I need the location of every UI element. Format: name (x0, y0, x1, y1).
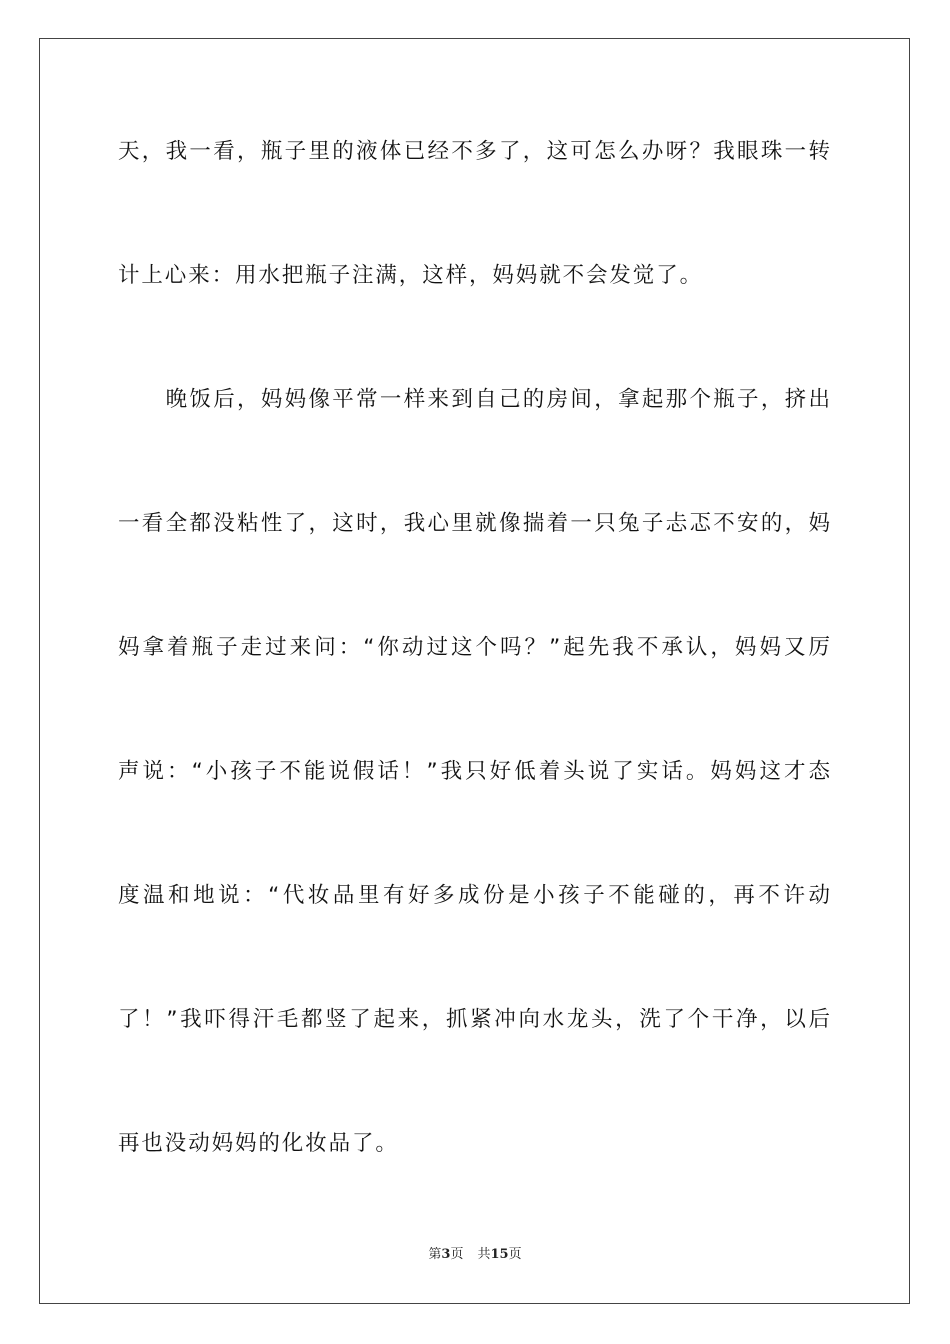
total-prefix: 共 (477, 1247, 491, 1262)
text-line-6: 声说：“小孩子不能说假话！”我只好低着头说了实话。妈妈这才态 (118, 759, 830, 784)
page-prefix: 第 (428, 1247, 442, 1262)
page-footer (0, 1245, 950, 1265)
page-number: 3 (441, 1247, 451, 1262)
page-border (39, 38, 910, 1304)
total-suffix: 页 (508, 1247, 522, 1262)
text-line-7: 度温和地说：“代妆品里有好多成份是小孩子不能碰的，再不许动 (118, 883, 830, 908)
text-line-8: 了！”我吓得汗毛都竖了起来，抓紧冲向水龙头，洗了个干净，以后 (118, 1007, 830, 1032)
text-line-9: 再也没动妈妈的化妆品了。 (118, 1131, 399, 1156)
total-pages: 15 (490, 1247, 509, 1262)
text-line-1: 天，我一看，瓶子里的液体已经不多了，这可怎么办呀？我眼珠一转 (118, 139, 830, 164)
text-line-3: 晚饭后，妈妈像平常一样来到自己的房间，拿起那个瓶子，挤出 (118, 387, 830, 412)
text-line-2: 计上心来：用水把瓶子注满，这样，妈妈就不会发觉了。 (118, 263, 704, 288)
page-suffix: 页 (450, 1247, 464, 1262)
text-line-5: 妈拿着瓶子走过来问：“你动过这个吗？”起先我不承认，妈妈又厉 (118, 635, 830, 660)
text-line-4: 一看全都没粘性了，这时，我心里就像揣着一只兔子忐忑不安的，妈 (118, 511, 830, 536)
